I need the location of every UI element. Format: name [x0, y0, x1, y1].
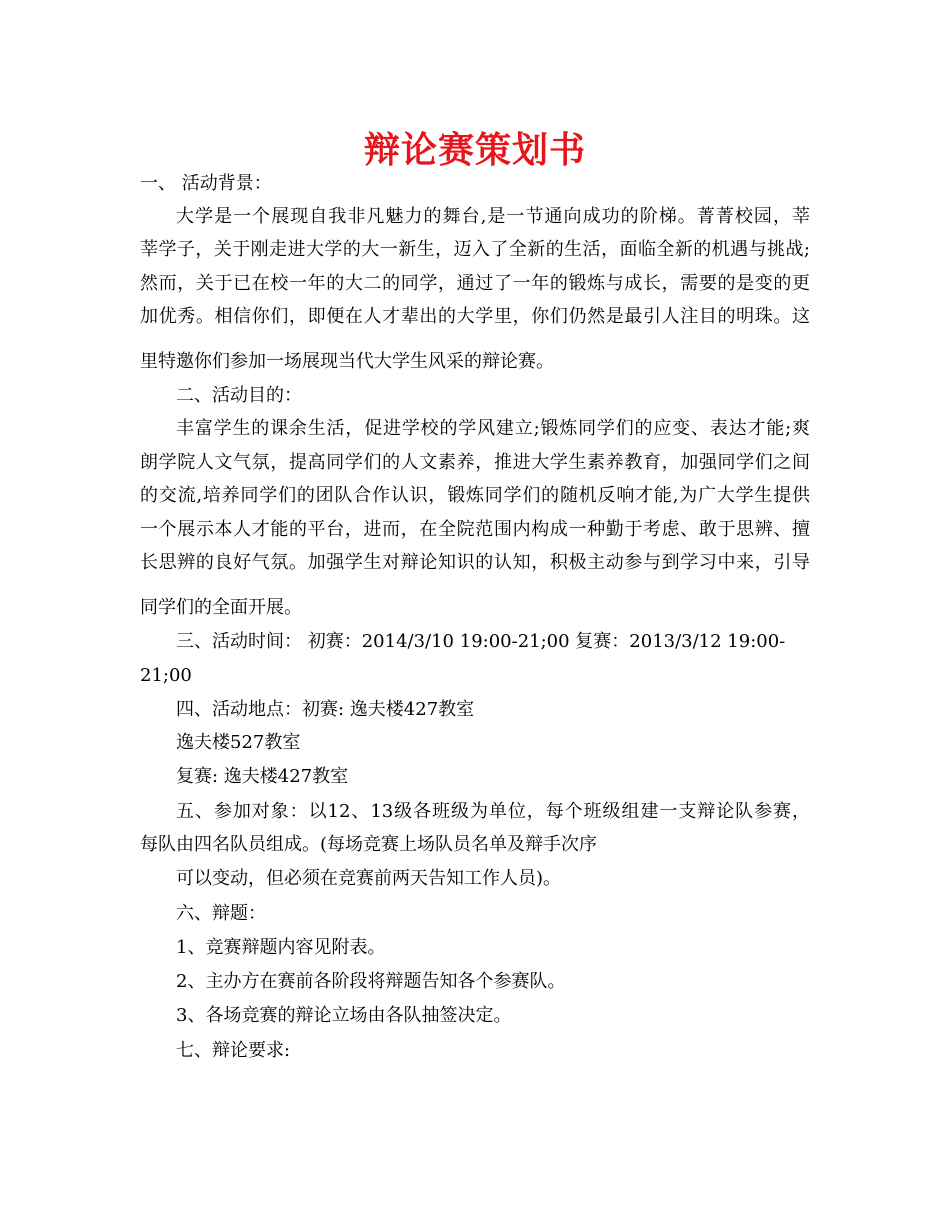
- paragraph-line: 复赛: 逸夫楼427教室: [176, 766, 349, 787]
- list-item: 1、竞赛辩题内容见附表。: [176, 937, 386, 958]
- paragraph-line: 莘学子，关于刚走进大学的大一新生，迈入了全新的生活，面临全新的机遇与挑战;: [140, 239, 810, 260]
- paragraph-line: 然而，关于已在校一年的大二的同学，通过了一年的锻炼与成长，需要的是变的更: [140, 273, 810, 294]
- section-heading-participants: 五、参加对象：以12、13级各班级为单位，每个班级组建一支辩论队参赛，: [176, 801, 810, 822]
- list-item: 3、各场竞赛的辩论立场由各队抽签决定。: [176, 1005, 512, 1026]
- section-heading-topics: 六、辩题：: [176, 903, 266, 924]
- list-item: 2、主办方在赛前各阶段将辩题告知各个参赛队。: [176, 971, 566, 992]
- section-heading-background: 一、 活动背景：: [140, 173, 272, 194]
- paragraph-line: 丰富学生的课余生活，促进学校的学风建立;锻炼同学们的应变、表达才能;爽: [176, 418, 810, 439]
- paragraph-line: 同学们的全面开展。: [140, 597, 302, 618]
- paragraph-line: 长思辨的良好气氛。加强学生对辩论知识的认知，积极主动参与到学习中来，引导: [140, 552, 810, 573]
- section-heading-purpose: 二、活动目的：: [176, 385, 302, 406]
- paragraph-line: 一个展示本人才能的平台，进而，在全院范围内构成一种勤于考虑、敢于思辨、擅: [140, 519, 810, 540]
- paragraph-line: 可以变动，但必须在竞赛前两天告知工作人员)。: [176, 868, 562, 889]
- paragraph-line: 的交流,培养同学们的团队合作认识，锻炼同学们的随机反响才能,为广大学生提供: [140, 485, 810, 506]
- section-heading-time: 三、活动时间： 初赛：2014/3/10 19:00-21;00 复赛：2013/3/12 19:00-: [176, 631, 786, 652]
- paragraph-line: 里特邀你们参加一场展现当代大学生风采的辩论赛。: [140, 351, 554, 372]
- paragraph-line: 加优秀。相信你们，即便在人才辈出的大学里，你们仍然是最引人注目的明珠。这: [140, 306, 810, 327]
- section-heading-requirements: 七、辩论要求:: [176, 1040, 291, 1061]
- document-title: 辩论赛策划书: [363, 129, 586, 171]
- paragraph-line: 每队由四名队员组成。(每场竞赛上场队员名单及辩手次序: [140, 834, 598, 855]
- paragraph-line: 逸夫楼527教室: [176, 732, 301, 753]
- paragraph-line: 21;00: [140, 665, 192, 686]
- section-heading-location: 四、活动地点：初赛: 逸夫楼427教室: [176, 699, 475, 720]
- paragraph-line: 大学是一个展现自我非凡魅力的舞台,是一节通向成功的阶梯。菁菁校园，莘: [176, 206, 810, 227]
- paragraph-line: 朗学院人文气氛，提高同学们的人文素养，推进大学生素养教育，加强同学们之间: [140, 452, 810, 473]
